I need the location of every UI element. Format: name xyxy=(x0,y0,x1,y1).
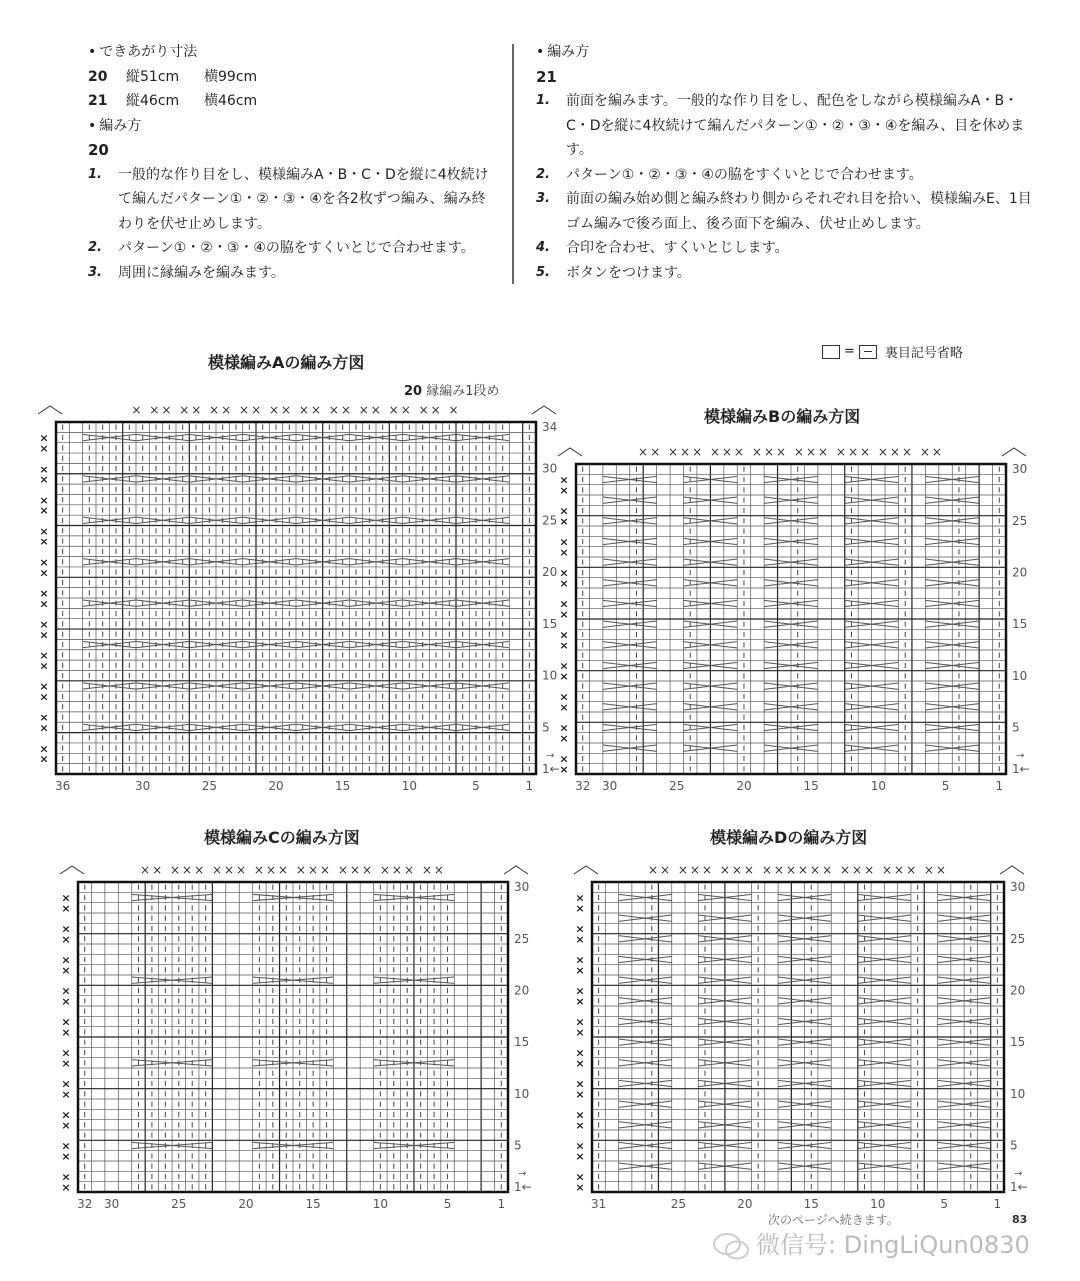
y-tick-label: 1← xyxy=(1012,761,1030,776)
y-tick-label: 1← xyxy=(514,1179,532,1194)
corner-increase-icon xyxy=(504,866,528,874)
x-tick-label: 5 xyxy=(940,1197,949,1211)
edge-stitch-icon: × xyxy=(575,902,585,915)
x-tick-label: 5 xyxy=(472,779,480,793)
step-number: 2. xyxy=(88,240,102,255)
dimension-height: 縦51cm xyxy=(126,68,180,85)
edge-stitch-icon: × xyxy=(61,1150,71,1163)
edge-stitch-icon: × xyxy=(575,891,585,905)
edge-stitch-icon: × xyxy=(39,431,49,445)
dimension-num: 20 xyxy=(88,68,108,85)
edge-stitch-icon: × xyxy=(559,670,569,683)
x-tick-label: 31 xyxy=(591,1197,607,1211)
edge-stitch-icon: × xyxy=(575,1077,585,1091)
edge-stitch-icon: × xyxy=(559,639,569,652)
x-tick-label: 1 xyxy=(525,779,534,793)
step-number: 3. xyxy=(88,264,102,280)
dimension-height: 縦46cm xyxy=(126,93,180,109)
x-tick-label: 25 xyxy=(171,1197,187,1211)
edge-stitch-icon: × xyxy=(61,922,71,936)
edge-stitch-icon: × xyxy=(61,891,71,905)
edge-stitch-icon: × xyxy=(61,1170,71,1184)
method-heading: • 編み方 xyxy=(88,114,498,139)
y-tick-label: 20 xyxy=(1012,565,1028,580)
edge-stitch-icon: × xyxy=(61,1015,71,1029)
x-tick-label: 1 xyxy=(993,1197,1002,1211)
y-tick-label: 15 xyxy=(542,616,558,631)
step-text: 一般的な作り目をし、模様編みA・B・C・Dを縦に4枚続けて編んだパターン①・②・③・④を各2枚ずつ編み、編み終わりを伏せ止めします。 xyxy=(118,166,489,232)
x-tick-label: 15 xyxy=(335,779,351,793)
edge-stitch-icon: × xyxy=(39,524,49,538)
step-text: パターン①・②・③・④の脇をすくいとじで合わせます。 xyxy=(118,240,475,256)
step-number: 5. xyxy=(536,264,550,280)
row-direction-arrow: → xyxy=(518,1168,527,1180)
edge-stitch-icon: × xyxy=(559,732,569,745)
corner-increase-icon xyxy=(574,866,598,874)
page-number: 83 xyxy=(1012,1213,1028,1226)
x-tick-label: 15 xyxy=(305,1197,321,1211)
x-tick-label: 5 xyxy=(443,1197,452,1211)
edge-stitch-icon: × xyxy=(559,690,569,704)
step-number: 2. xyxy=(536,166,550,182)
edge-stitch-icon: × xyxy=(39,659,49,673)
annotation-number: 20 xyxy=(404,384,423,399)
y-tick-label: 5 xyxy=(1012,720,1020,735)
edge-stitch-icon: × xyxy=(39,587,49,600)
y-tick-label: 5 xyxy=(1010,1138,1018,1153)
edge-stitch-icon: × xyxy=(39,721,49,735)
corner-increase-icon xyxy=(532,406,556,414)
x-tick-label: 20 xyxy=(268,779,284,793)
edge-stitch-icon: × xyxy=(39,628,49,642)
x-tick-label: 20 xyxy=(238,1197,254,1211)
dimensions-heading: • できあがり寸法 xyxy=(88,40,498,65)
x-tick-label: 30 xyxy=(103,1197,120,1211)
y-tick-label: 10 xyxy=(514,1086,530,1101)
method-heading: • 編み方 xyxy=(536,40,1036,65)
edge-stitch-icon: × xyxy=(575,1046,585,1060)
chart-c-title: 模様編みCの編み方図 xyxy=(204,828,360,847)
y-tick-label: 30 xyxy=(1012,462,1028,477)
edge-stitch-icon: × xyxy=(61,902,71,915)
edge-stitch-icon: × xyxy=(559,659,569,673)
x-tick-label: 1 xyxy=(995,779,1004,793)
x-tick-label: 32 xyxy=(575,779,591,793)
step-number: 4. xyxy=(536,240,550,255)
edge-stitch-icon: × xyxy=(39,462,49,476)
corner-increase-icon xyxy=(38,406,62,414)
x-tick-label: 36 xyxy=(55,779,71,793)
edge-stitch-icon: × xyxy=(575,1088,585,1101)
x-tick-label: 1 xyxy=(497,1197,506,1211)
edge-stitch-icon: × xyxy=(575,995,585,1008)
edge-stitch-icon: × xyxy=(39,442,49,456)
annotation-text: 縁編み1段め xyxy=(426,384,500,399)
edge-stitch-icon: × xyxy=(559,608,569,621)
x-tick-label: 32 xyxy=(77,1197,93,1211)
watermark-text: 微信号: DingLiQun0830 xyxy=(756,1231,1030,1259)
chart-d-title: 模様編みDの編み方図 xyxy=(710,828,868,847)
wechat-icon xyxy=(712,1232,750,1262)
edge-stitch-icon: × xyxy=(61,1088,71,1101)
y-tick-label: 30 xyxy=(514,880,530,895)
legend-text: 裏目記号省略 xyxy=(884,346,963,361)
step-text: 前面を編みます。一般的な作り目をし、配色をしながら模様編みA・B・C・Dを縦に4枚続けて編んだパターン①・②・③・④を編み、目を休めます。 xyxy=(566,93,1025,158)
y-tick-label: 30 xyxy=(542,461,558,476)
edge-stitch-icon: × xyxy=(39,618,49,632)
x-tick-label: 30 xyxy=(601,779,618,793)
corner-increase-icon xyxy=(60,866,84,874)
x-tick-label: 5 xyxy=(941,779,950,793)
y-tick-label: 15 xyxy=(514,1035,530,1050)
y-tick-label: 25 xyxy=(542,513,558,528)
edge-stitch-icon: × xyxy=(575,1015,585,1029)
edge-stitch-icon: × xyxy=(61,1181,71,1194)
row-direction-arrow: → xyxy=(1014,1168,1023,1180)
x-tick-label: 10 xyxy=(870,779,886,793)
edge-stitch-icon: × xyxy=(559,566,569,580)
edge-stitch-icon: × xyxy=(39,535,49,549)
step-text: 合印を合わせ、すくいとじします。 xyxy=(566,240,789,256)
corner-increase-icon xyxy=(1000,866,1024,874)
step-number: 3. xyxy=(536,191,550,206)
y-tick-label: 1← xyxy=(542,761,560,776)
edge-stitch-icon: × xyxy=(559,484,569,497)
y-tick-label: 25 xyxy=(514,931,530,946)
y-tick-label: 20 xyxy=(514,983,530,998)
edge-stitch-icon: × xyxy=(559,763,569,776)
x-tick-label: 30 xyxy=(135,779,151,793)
edge-stitch-icon: × xyxy=(39,752,49,766)
edge-stitch-icon: × xyxy=(559,546,569,559)
x-tick-label: 25 xyxy=(201,779,217,793)
step-text: パターン①・②・③・④の脇をすくいとじで合わせます。 xyxy=(566,166,923,183)
edge-stitch-icon: × xyxy=(61,1119,71,1132)
y-tick-label: 10 xyxy=(1012,668,1028,683)
edge-stitch-icon: × xyxy=(575,1057,585,1070)
x-tick-label: 25 xyxy=(669,779,685,793)
edge-stitch-icon: × xyxy=(575,933,585,946)
step-text: 前面の編み始め側と編み終わり側からそれぞれ目を拾い、模様編みE、1目ゴム編みで後ろ面上、後ろ面下を編み、伏せ止めします。 xyxy=(566,191,1032,232)
edge-stitch-icon: × xyxy=(61,1046,71,1060)
y-tick-label: 34 xyxy=(542,420,558,435)
edge-stitch-icon: × xyxy=(61,1108,71,1122)
corner-increase-icon xyxy=(558,448,582,456)
x-tick-label: 25 xyxy=(670,1197,687,1211)
top-edge-stitches: × ×× ×× ×× ×× ×× ×× ×× ×× ×× ×× × xyxy=(131,403,461,417)
edge-stitch-icon: × xyxy=(39,690,49,704)
y-tick-label: 10 xyxy=(542,668,558,683)
x-tick-label: 10 xyxy=(401,779,417,793)
corner-increase-icon xyxy=(1002,448,1026,456)
edge-stitch-icon: × xyxy=(61,953,71,967)
edge-stitch-icon: × xyxy=(575,1026,585,1039)
x-tick-label: 10 xyxy=(372,1197,388,1211)
edge-stitch-icon: × xyxy=(61,964,71,977)
top-edge-stitches: ×× ××× ××× ××× ××× ××× ××× ×× xyxy=(140,863,446,877)
edge-stitch-icon: × xyxy=(559,535,569,549)
edge-stitch-icon: × xyxy=(575,1119,585,1132)
step-number: 1. xyxy=(536,93,550,108)
y-tick-label: 20 xyxy=(1010,983,1026,998)
legend-equals: = xyxy=(844,344,855,359)
section-number: 20 xyxy=(88,141,109,159)
x-tick-label: 15 xyxy=(803,779,819,793)
edge-stitch-icon: × xyxy=(575,984,585,998)
continued-note: 次のページへ続きます。 xyxy=(768,1213,899,1227)
edge-stitch-icon: × xyxy=(559,577,569,590)
chart-a-title: 模様編みAの編み方図 xyxy=(208,353,365,372)
edge-stitch-icon: × xyxy=(39,473,49,487)
edge-stitch-icon: × xyxy=(559,597,569,611)
x-tick-label: 15 xyxy=(803,1197,819,1211)
edge-stitch-icon: × xyxy=(559,504,569,518)
edge-stitch-icon: × xyxy=(575,1170,585,1184)
edge-stitch-icon: × xyxy=(575,1181,585,1194)
dimension-num: 21 xyxy=(88,93,108,109)
edge-stitch-icon: × xyxy=(39,504,49,518)
edge-stitch-icon: × xyxy=(575,922,585,936)
edge-stitch-icon: × xyxy=(559,473,569,487)
x-tick-label: 20 xyxy=(737,1197,753,1211)
chart-b-title: 模様編みBの編み方図 xyxy=(704,407,861,426)
edge-stitch-icon: × xyxy=(559,701,569,714)
edge-stitch-icon: × xyxy=(39,711,49,725)
edge-stitch-icon: × xyxy=(61,984,71,998)
y-tick-label: 30 xyxy=(1010,880,1026,895)
step-text: 周囲に縁編みを編みます。 xyxy=(118,264,285,281)
top-edge-stitches: ×× ××× ××× ××× ××× ××× ××× ×× xyxy=(638,445,944,459)
edge-stitch-icon: × xyxy=(39,597,49,611)
x-tick-label: 10 xyxy=(870,1197,886,1211)
y-tick-label: 15 xyxy=(1010,1035,1026,1050)
y-tick-label: 1← xyxy=(1010,1179,1028,1194)
dimension-width: 横46cm xyxy=(204,93,258,109)
edge-stitch-icon: × xyxy=(61,995,71,1008)
edge-stitch-icon: × xyxy=(559,628,569,642)
edge-stitch-icon: × xyxy=(559,752,569,766)
y-tick-label: 25 xyxy=(1012,513,1028,528)
edge-stitch-icon: × xyxy=(61,1077,71,1091)
edge-stitch-icon: × xyxy=(575,953,585,967)
y-tick-label: 15 xyxy=(1012,617,1028,632)
edge-stitch-icon: × xyxy=(39,566,49,580)
row-direction-arrow: → xyxy=(546,750,555,762)
y-tick-label: 5 xyxy=(542,720,550,735)
x-tick-label: 20 xyxy=(736,779,752,793)
edge-stitch-icon: × xyxy=(559,721,569,735)
step-text: ボタンをつけます。 xyxy=(566,264,691,281)
edge-stitch-icon: × xyxy=(39,742,49,756)
edge-stitch-icon: × xyxy=(61,1026,71,1039)
edge-stitch-icon: × xyxy=(61,933,71,946)
edge-stitch-icon: × xyxy=(39,680,49,694)
edge-stitch-icon: × xyxy=(559,515,569,528)
edge-stitch-icon: × xyxy=(575,1150,585,1163)
edge-stitch-icon: × xyxy=(575,964,585,977)
top-edge-stitches: ×× ××× ××× ×××××× ××× ××× ×× xyxy=(647,863,949,877)
edge-stitch-icon: × xyxy=(61,1139,71,1153)
edge-stitch-icon: × xyxy=(39,493,49,507)
step-number: 1. xyxy=(88,166,102,182)
edge-stitch-icon: × xyxy=(61,1057,71,1070)
edge-stitch-icon: × xyxy=(39,649,49,663)
y-tick-label: 5 xyxy=(514,1138,522,1153)
edge-stitch-icon: × xyxy=(575,1139,585,1153)
y-tick-label: 10 xyxy=(1010,1086,1026,1101)
dimension-width: 横99cm xyxy=(204,68,258,85)
section-number: 21 xyxy=(536,67,557,86)
edge-stitch-icon: × xyxy=(575,1108,585,1122)
y-tick-label: 20 xyxy=(542,565,558,580)
y-tick-label: 25 xyxy=(1010,931,1026,946)
edge-stitch-icon: × xyxy=(39,555,49,569)
row-direction-arrow: → xyxy=(1016,750,1025,762)
